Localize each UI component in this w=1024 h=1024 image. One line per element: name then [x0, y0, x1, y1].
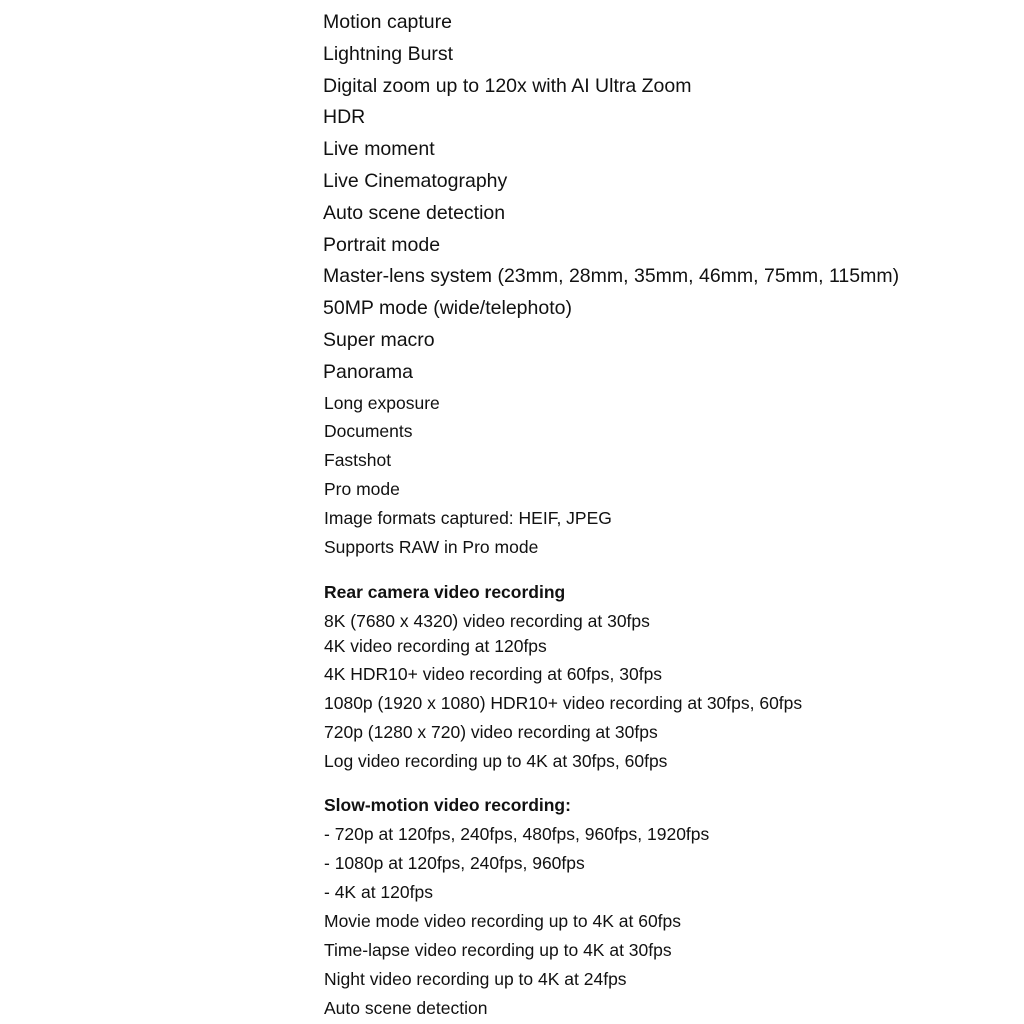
video-spec-item: - 4K at 120fps — [324, 882, 433, 903]
video-spec-item: 4K video recording at 120fps — [324, 635, 547, 656]
camera-feature-list-more — [323, 389, 1013, 562]
video-spec-item: - 720p at 120fps, 240fps, 480fps, 960fps, 1920fps — [324, 824, 710, 845]
video-spec-item: Time-lapse video recording up to 4K at 30fps — [324, 939, 672, 960]
camera-feature-list — [323, 7, 1013, 389]
feature-item: Supports RAW in Pro mode — [324, 537, 539, 558]
feature-item: Pro mode — [324, 479, 400, 500]
feature-item: Live Cinematography — [323, 169, 508, 192]
video-spec-item: Night video recording up to 4K at 24fps — [324, 968, 627, 989]
feature-item: Documents — [324, 421, 413, 442]
video-spec-item: Log video recording up to 4K at 30fps, 60fps — [324, 750, 668, 771]
video-spec-item: 8K (7680 x 4320) video recording at 30fps — [324, 610, 650, 631]
feature-item: Fastshot — [324, 450, 392, 471]
feature-item: 50MP mode (wide/telephoto) — [323, 297, 572, 320]
video-spec-item: 4K HDR10+ video recording at 60fps, 30fps — [324, 663, 663, 684]
video-spec-item: Auto scene detection — [324, 997, 488, 1018]
camera-spec-list — [323, 7, 1013, 1023]
slow-motion-section — [323, 791, 1013, 1022]
section-heading: Rear camera video recording — [324, 582, 566, 602]
video-spec-item: - 1080p at 120fps, 240fps, 960fps — [324, 853, 585, 874]
video-spec-item: 1080p (1920 x 1080) HDR10+ video recording at 30fps, 60fps — [324, 692, 803, 713]
rear-video-section — [323, 578, 1013, 775]
feature-item: Panorama — [323, 360, 413, 383]
feature-item: Long exposure — [324, 392, 440, 413]
feature-item: Auto scene detection — [323, 201, 506, 224]
feature-item: Portrait mode — [323, 233, 441, 256]
feature-item: Image formats captured: HEIF, JPEG — [324, 508, 612, 529]
video-spec-item: Movie mode video recording up to 4K at 60fps — [324, 911, 682, 932]
feature-item: Live moment — [323, 138, 435, 161]
feature-item: Super macro — [323, 328, 435, 351]
feature-item: Motion capture — [323, 11, 452, 33]
feature-item: Digital zoom up to 120x with AI Ultra Zoom — [323, 74, 692, 97]
feature-item: Master-lens system (23mm, 28mm, 35mm, 46mm, 75mm, 115mm) — [323, 265, 900, 288]
feature-item: HDR — [323, 106, 366, 129]
feature-item: Lightning Burst — [323, 42, 454, 65]
section-heading: Slow-motion video recording: — [324, 795, 571, 816]
video-spec-item: 720p (1280 x 720) video recording at 30fps — [324, 721, 658, 742]
